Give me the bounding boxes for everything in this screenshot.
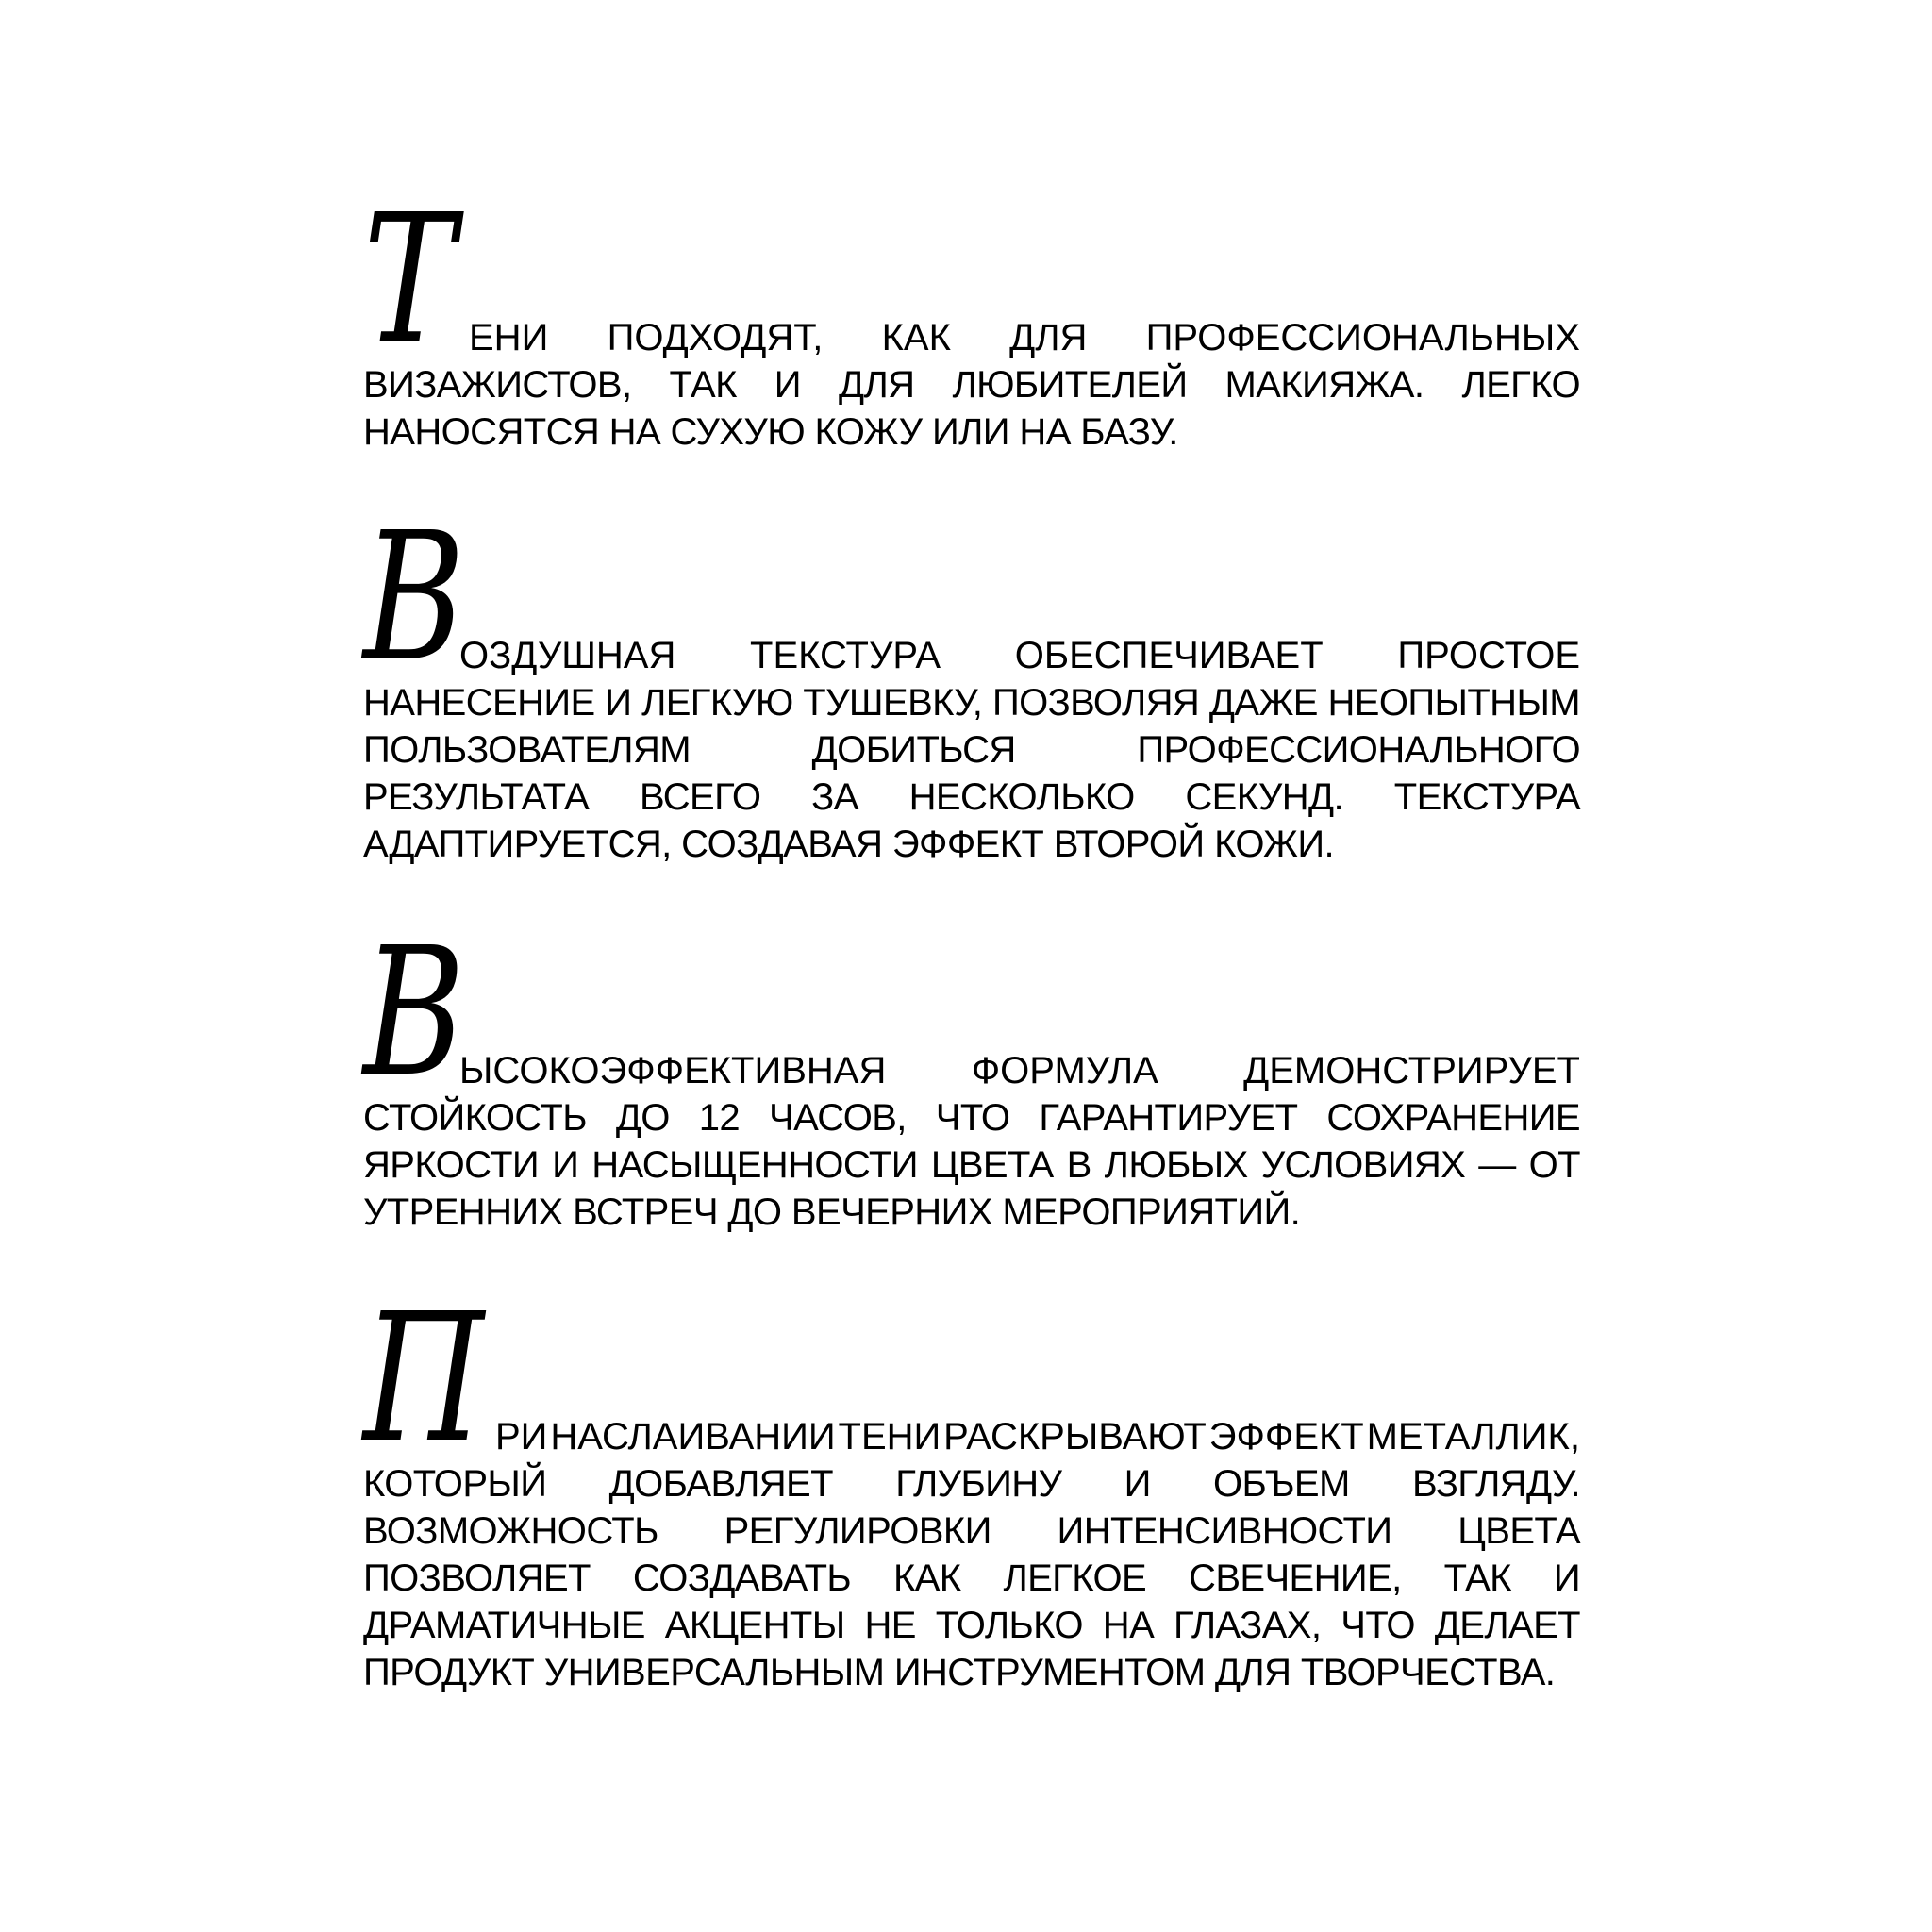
- paragraph-body: НАНЕСЕНИЕ И ЛЕГКУЮ ТУШЕВКУ, ПОЗВОЛЯЯ ДАЖЕ НЕОПЫТНЫМ ПОЛЬЗОВАТЕЛЯМ ДОБИТЬСЯ ПРОФЕССИОНАЛЬНОГО РЕЗУЛЬТАТА ВСЕГО ЗА НЕСКОЛЬКО СЕКУНД. ТЕКСТУРА АДАПТИРУЕТСЯ, СОЗДАВАЯ ЭФФЕКТ ВТОРОЙ КОЖИ.: [363, 682, 1580, 865]
- word: ОЗДУШНАЯ: [459, 635, 676, 676]
- first-line: [459, 1047, 1580, 1094]
- drop-cap: В: [363, 494, 465, 701]
- word: ПОДХОДЯТ,: [607, 317, 824, 358]
- word: ТЕКСТУРА: [750, 635, 941, 676]
- paragraph-body: СТОЙКОСТЬ ДО 12 ЧАСОВ, ЧТО ГАРАНТИРУЕТ СОХРАНЕНИЕ ЯРКОСТИ И НАСЫЩЕННОСТИ ЦВЕТА В ЛЮБЫХ УСЛОВИЯХ — ОТ УТРЕННИХ ВСТРЕЧ ДО ВЕЧЕРНИХ МЕРОПРИЯТИЙ.: [363, 1097, 1580, 1233]
- paragraph-lead: [363, 494, 1580, 701]
- word: ФОРМУЛА: [971, 1050, 1158, 1091]
- word: ОБЕСПЕЧИВАЕТ: [1014, 635, 1324, 676]
- paragraph-2: [363, 494, 1580, 868]
- paragraph-lead: [363, 176, 1580, 383]
- word: ПРОФЕССИОНАЛЬНЫХ: [1145, 317, 1580, 358]
- word: ЭФФЕКТ: [1208, 1416, 1364, 1457]
- word: МЕТАЛЛИК,: [1366, 1416, 1580, 1457]
- word: ДЕМОНСТРИРУЕТ: [1243, 1050, 1580, 1091]
- paragraph-lead: [363, 1275, 1580, 1482]
- paragraph-lead: [363, 909, 1580, 1116]
- paragraph-4: [363, 1275, 1580, 1696]
- first-line: [495, 1413, 1580, 1460]
- paragraph-body: ВИЗАЖИСТОВ, ТАК И ДЛЯ ЛЮБИТЕЛЕЙ МАКИЯЖА. ЛЕГКО НАНОСЯТСЯ НА СУХУЮ КОЖУ ИЛИ НА БАЗУ.: [363, 364, 1580, 453]
- word: ДЛЯ: [1009, 317, 1088, 358]
- drop-cap: В: [363, 909, 465, 1116]
- paragraph-3: [363, 909, 1580, 1236]
- word: НАСЛАИВАНИИ: [550, 1416, 836, 1457]
- word: ТЕНИ: [838, 1416, 941, 1457]
- word: КАК: [881, 317, 951, 358]
- drop-cap: Т: [363, 176, 456, 383]
- word: ЕНИ: [469, 317, 549, 358]
- word: РИ: [495, 1416, 548, 1457]
- first-line: [469, 314, 1580, 361]
- word: ПРОСТОЕ: [1397, 635, 1580, 676]
- first-line: [459, 632, 1580, 679]
- drop-cap: П: [363, 1275, 484, 1482]
- paragraph-body: КОТОРЫЙ ДОБАВЛЯЕТ ГЛУБИНУ И ОБЪЕМ ВЗГЛЯДУ. ВОЗМОЖНОСТЬ РЕГУЛИРОВКИ ИНТЕНСИВНОСТИ ЦВЕТА ПОЗВОЛЯЕТ СОЗДАВАТЬ КАК ЛЕГКОЕ СВЕЧЕНИЕ, ТАК И ДРАМАТИЧНЫЕ АКЦЕНТЫ НЕ ТОЛЬКО НА ГЛАЗАХ, ЧТО ДЕЛАЕТ ПРОДУКТ УНИВЕРСАЛЬНЫМ ИНСТРУМЕНТОМ ДЛЯ ТВОРЧЕСТВА.: [363, 1463, 1580, 1693]
- word: ЫСОКОЭФФЕКТИВНАЯ: [459, 1050, 887, 1091]
- paragraph-1: [363, 176, 1580, 456]
- word: РАСКРЫВАЮТ: [943, 1416, 1207, 1457]
